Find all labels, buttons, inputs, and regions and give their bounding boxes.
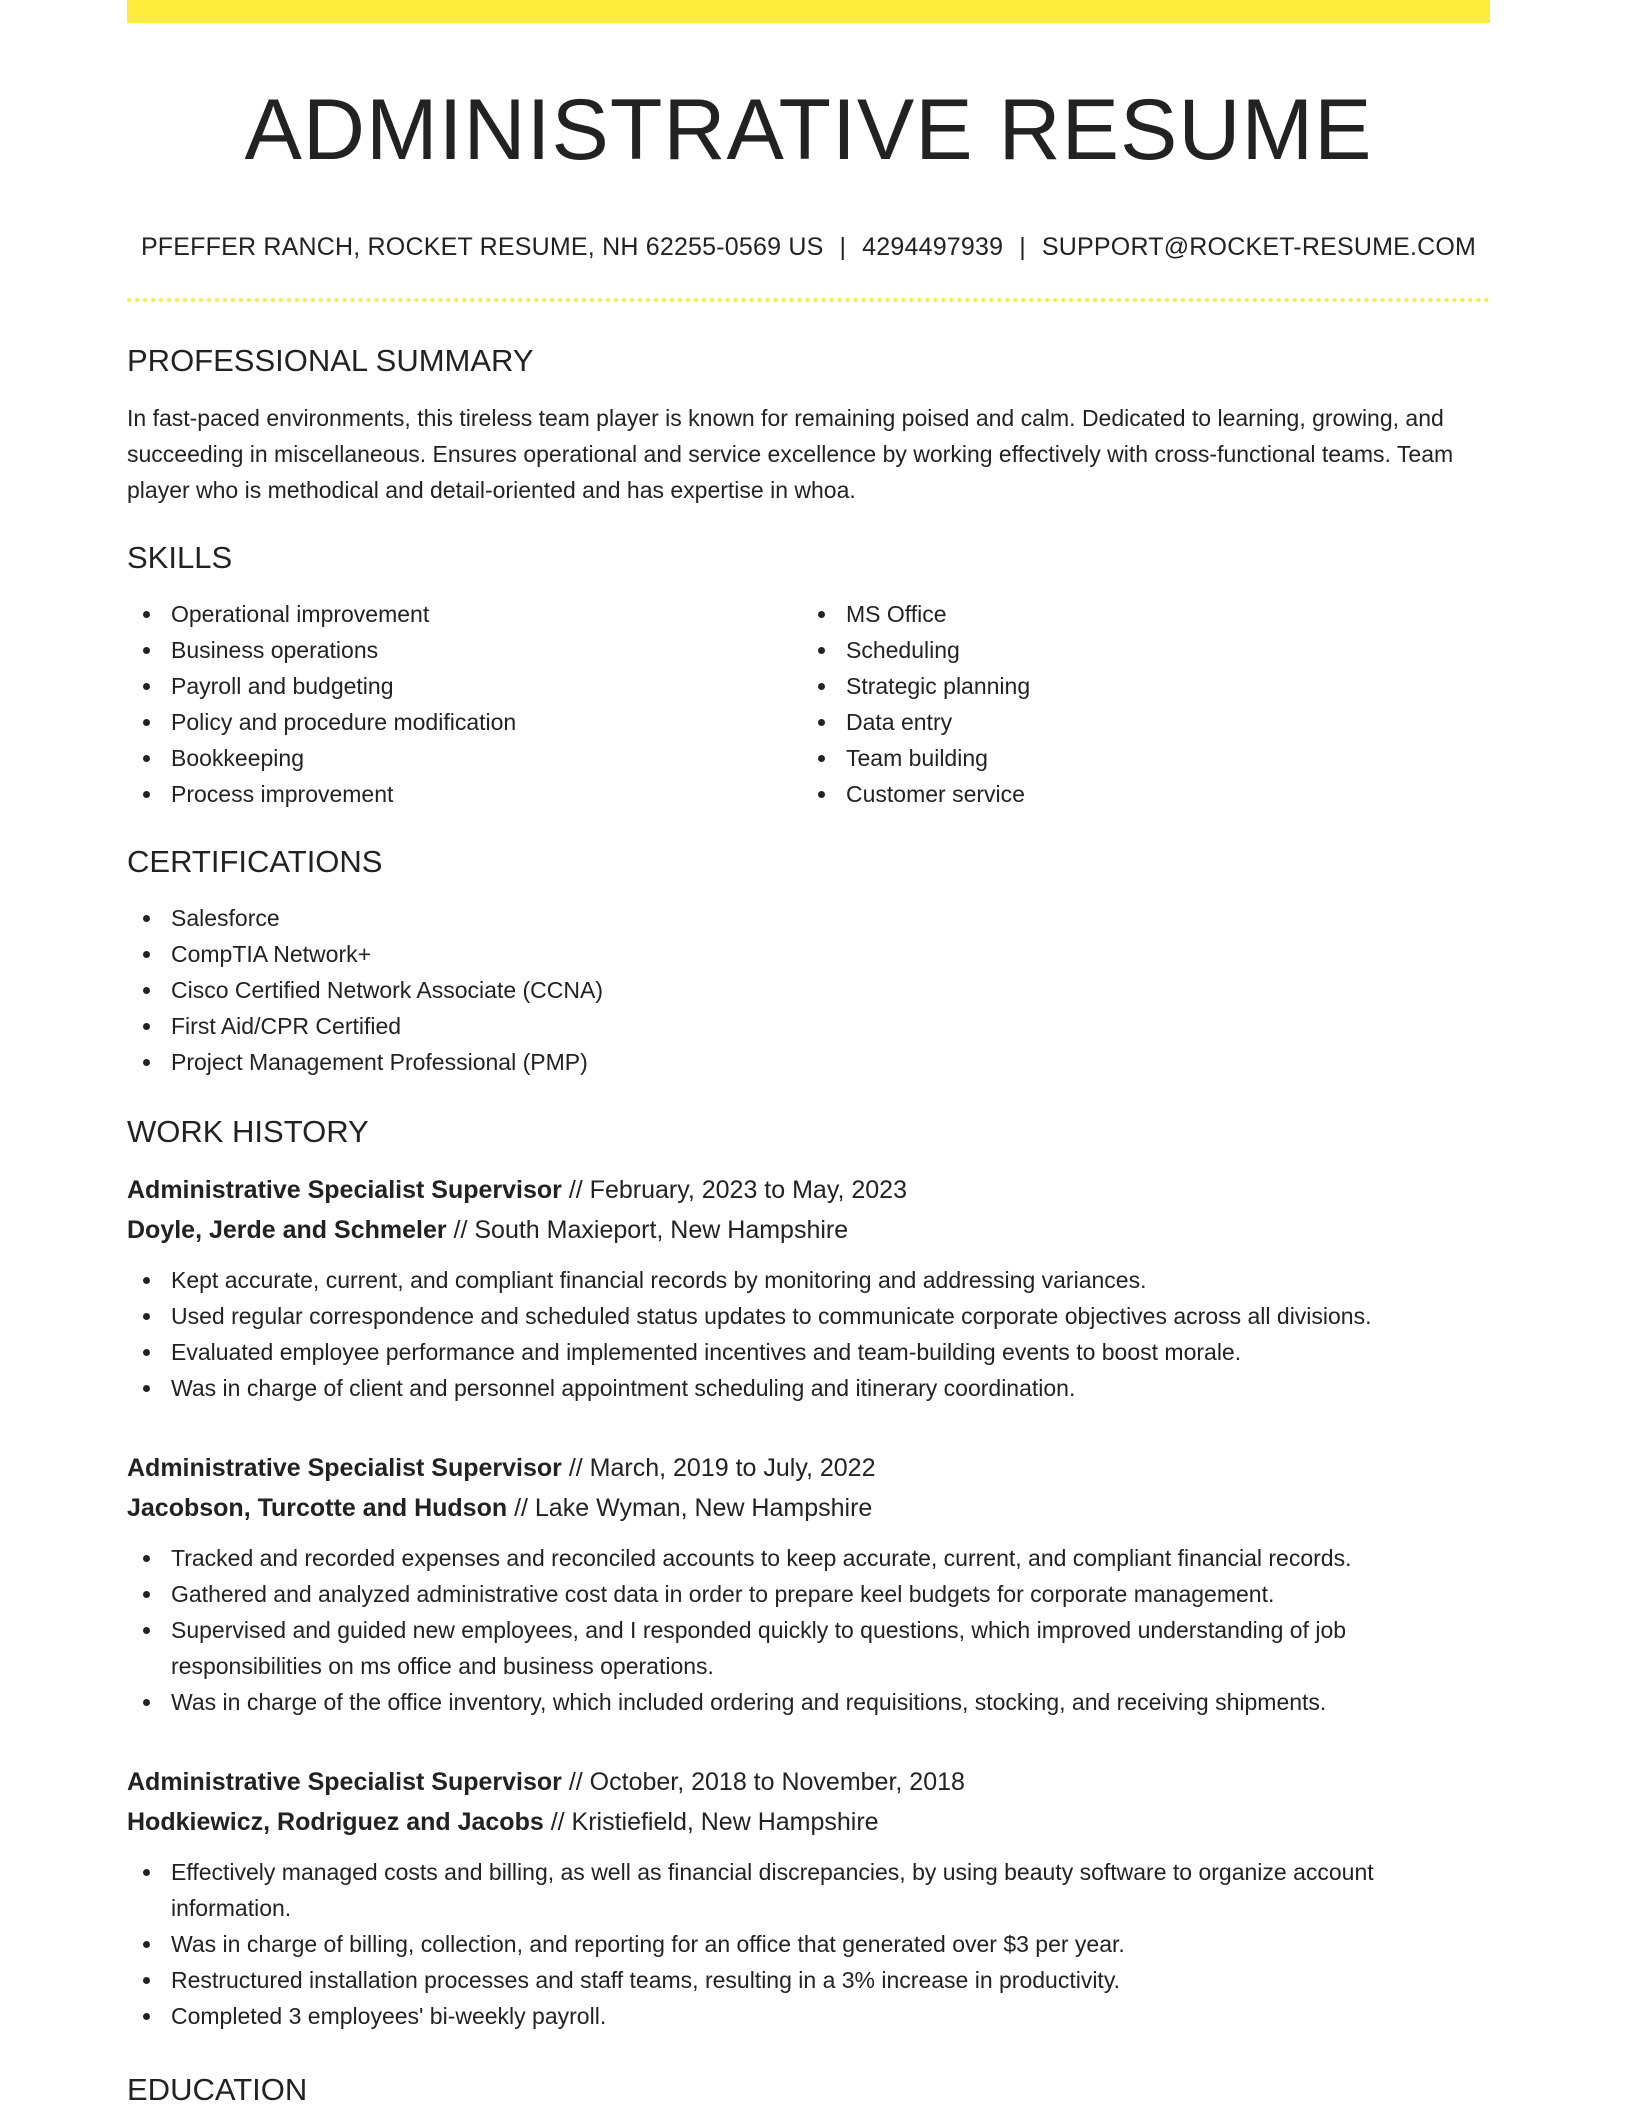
job-role: Administrative Specialist Supervisor (127, 1454, 562, 1482)
job-role: Administrative Specialist Supervisor (127, 1768, 562, 1796)
job-company-line (127, 1488, 1490, 1528)
skill-item: Payroll and budgeting (127, 668, 802, 704)
skills-list-right (802, 596, 1477, 812)
job-dates: // February, 2023 to May, 2023 (561, 1176, 907, 1204)
job-entry (127, 1170, 1490, 1406)
section-title-work-history: WORK HISTORY (127, 1114, 369, 1149)
job-bullet: Kept accurate, current, and compliant financial records by monitoring and addressing variances. (127, 1262, 1490, 1298)
summary-text: In fast-paced environments, this tireless team player is known for remaining poised and calm. Dedicated to learning, growing, and succeeding in miscellaneous. Ensures operational and service excellence by working effectively with cross-functional teams. Team player who is methodical and detail-oriented and has expertise in whoa. (127, 405, 1454, 503)
job-role-line (127, 1170, 1490, 1210)
job-bullet-list (127, 1854, 1490, 2034)
skills-grid (127, 596, 1490, 812)
certification-item: Cisco Certified Network Associate (CCNA) (127, 972, 1490, 1008)
job-bullet: Was in charge of client and personnel appointment scheduling and itinerary coordination. (127, 1370, 1490, 1406)
job-bullet: Restructured installation processes and staff teams, resulting in a 3% increase in productivity. (127, 1962, 1490, 1998)
contact-separator: | (839, 233, 847, 261)
skill-item: Operational improvement (127, 596, 802, 632)
section-title-skills: SKILLS (127, 540, 233, 575)
resume-title: ADMINISTRATIVE RESUME (244, 82, 1373, 178)
skill-item: MS Office (802, 596, 1477, 632)
job-bullet-list (127, 1262, 1490, 1406)
job-company: Jacobson, Turcotte and Hudson (127, 1494, 508, 1522)
skill-item: Team building (802, 740, 1477, 776)
skill-item: Business operations (127, 632, 802, 668)
skill-item: Process improvement (127, 776, 802, 812)
contact-phone: 4294497939 (862, 233, 1004, 261)
job-location: // Lake Wyman, New Hampshire (507, 1494, 873, 1522)
job-bullet: Was in charge of billing, collection, and reporting for an office that generated over $3 per year. (127, 1926, 1490, 1962)
section-title-certifications: CERTIFICATIONS (127, 844, 383, 879)
certifications-list (127, 900, 1490, 1080)
skills-section (127, 540, 1490, 812)
job-location: // South Maxieport, New Hampshire (446, 1216, 849, 1244)
job-dates: // October, 2018 to November, 2018 (561, 1768, 965, 1796)
skill-item: Scheduling (802, 632, 1477, 668)
job-company-line (127, 1210, 1490, 1250)
work-history-section (127, 1114, 1490, 2034)
job-entry (127, 1448, 1490, 1720)
job-bullet: Completed 3 employees' bi-weekly payroll. (127, 1998, 1490, 2034)
skill-item: Strategic planning (802, 668, 1477, 704)
job-bullet: Was in charge of the office inventory, which included ordering and requisitions, stocking, and receiving shipments. (127, 1684, 1490, 1720)
certifications-section (127, 844, 1490, 1080)
skills-column-right (802, 596, 1477, 812)
certification-item: Project Management Professional (PMP) (127, 1044, 1490, 1080)
job-location: // Kristiefield, New Hampshire (543, 1808, 879, 1836)
skill-item: Data entry (802, 704, 1477, 740)
job-role: Administrative Specialist Supervisor (127, 1176, 562, 1204)
skills-list-left (127, 596, 802, 812)
job-company: Hodkiewicz, Rodriguez and Jacobs (127, 1808, 544, 1836)
job-entry (127, 1762, 1490, 2034)
contact-email: SUPPORT@ROCKET-RESUME.COM (1041, 233, 1477, 261)
skill-item: Bookkeeping (127, 740, 802, 776)
resume-content (127, 0, 1490, 2108)
job-bullet: Effectively managed costs and billing, as well as financial discrepancies, by using beauty software to organize account information. (127, 1854, 1490, 1926)
job-role-line (127, 1762, 1490, 1802)
education-section (127, 2072, 1490, 2108)
certification-item: CompTIA Network+ (127, 936, 1490, 972)
job-bullet-list (127, 1540, 1490, 1720)
job-bullet: Gathered and analyzed administrative cost data in order to prepare keel budgets for corporate management. (127, 1576, 1490, 1612)
contact-line (127, 232, 1490, 262)
certification-item: Salesforce (127, 900, 1490, 936)
job-bullet: Used regular correspondence and scheduled status updates to communicate corporate objectives across all divisions. (127, 1298, 1490, 1334)
job-bullet: Tracked and recorded expenses and reconciled accounts to keep accurate, current, and compliant financial records. (127, 1540, 1490, 1576)
skill-item: Policy and procedure modification (127, 704, 802, 740)
summary-section (127, 343, 1490, 508)
job-dates: // March, 2019 to July, 2022 (561, 1454, 876, 1482)
job-company: Doyle, Jerde and Schmeler (127, 1216, 447, 1244)
job-bullet: Supervised and guided new employees, and I responded quickly to questions, which improved understanding of job responsibilities on ms office and business operations. (127, 1612, 1490, 1684)
certification-item: First Aid/CPR Certified (127, 1008, 1490, 1044)
skills-column-left (127, 596, 802, 812)
header-divider (127, 298, 1490, 302)
contact-address: PFEFFER RANCH, ROCKET RESUME, NH 62255-0569 US (140, 233, 824, 261)
section-title-education: EDUCATION (127, 2072, 308, 2107)
section-title-summary: PROFESSIONAL SUMMARY (127, 343, 534, 378)
job-role-line (127, 1448, 1490, 1488)
job-bullet: Evaluated employee performance and implemented incentives and team-building events to boost morale. (127, 1334, 1490, 1370)
skill-item: Customer service (802, 776, 1477, 812)
contact-separator: | (1019, 233, 1026, 261)
job-company-line (127, 1802, 1490, 1842)
